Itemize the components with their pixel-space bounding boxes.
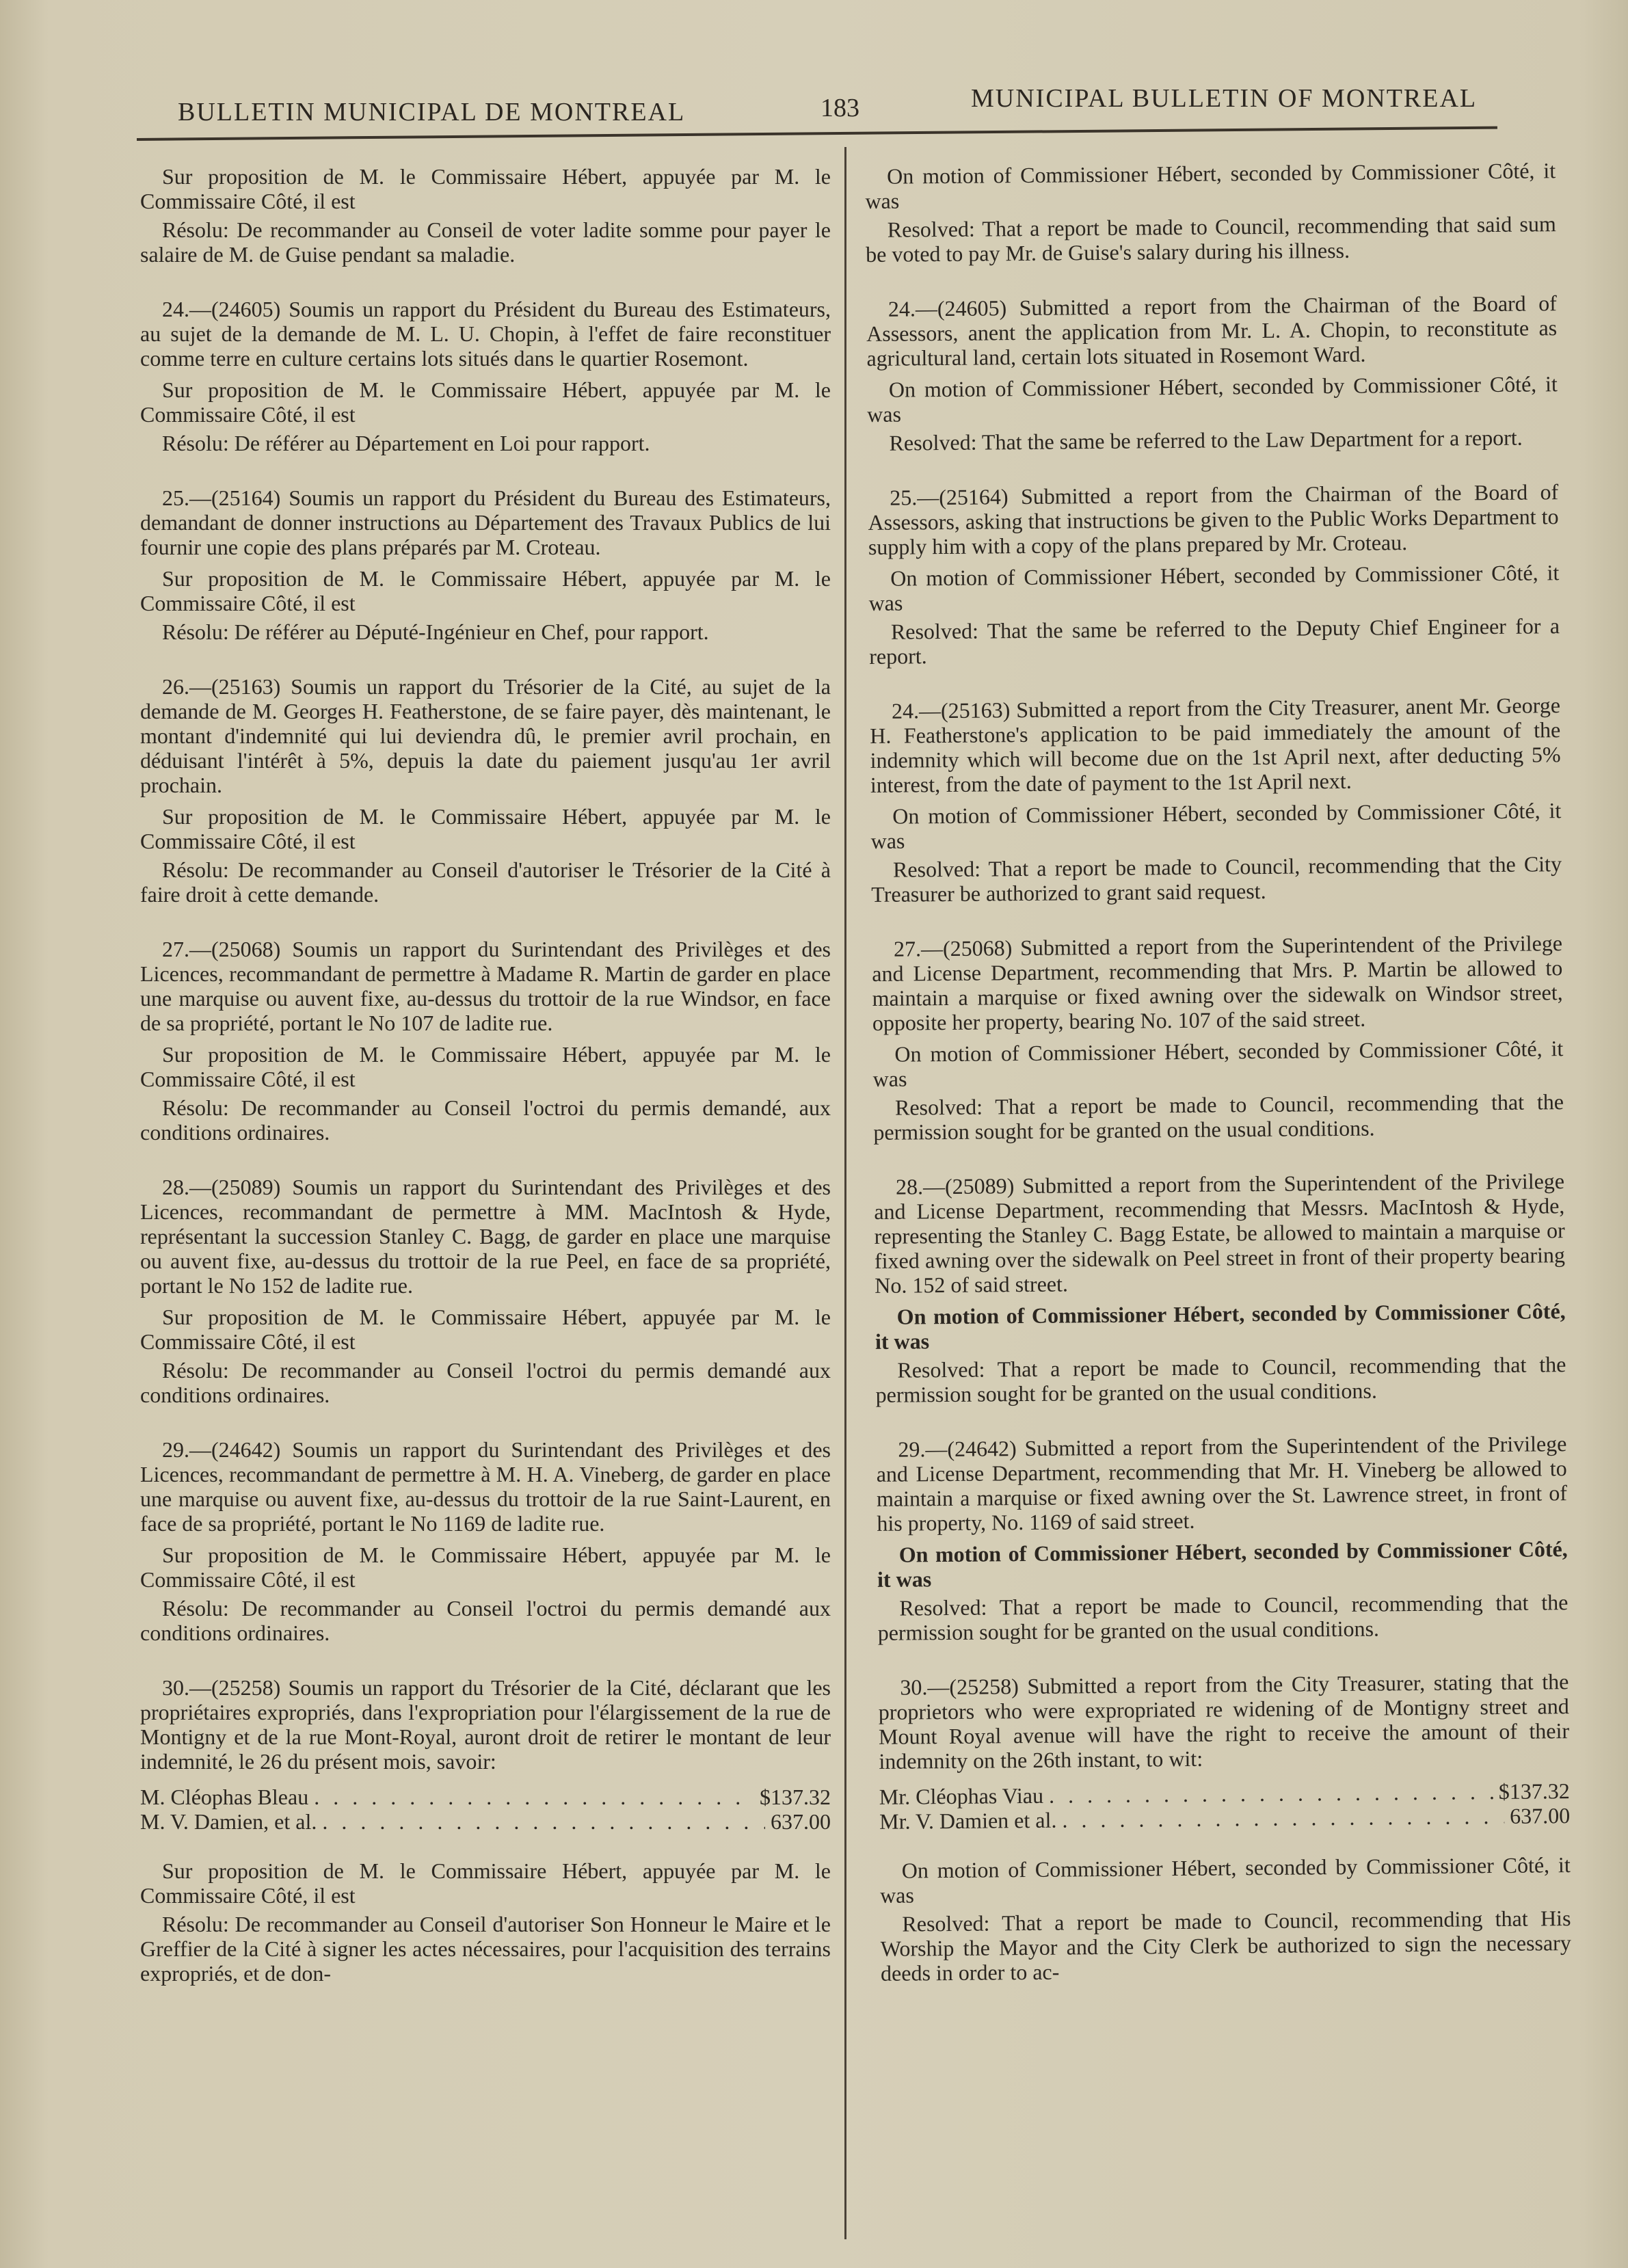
motion: Sur proposition de M. le Commissaire Hébert, appuyée par M. le Commissaire Côté, il est bbox=[140, 164, 831, 213]
indemnity-list bbox=[879, 1778, 1571, 1834]
resolution: Résolu: De recommander au Conseil d'autoriser Son Honneur le Maire et le Greffier de la Cité à signer les actes nécessaires, pour l'acquisition des terrains expropriés, et de don- bbox=[140, 1912, 831, 1986]
list-item-name: Mr. Cléophas Viau bbox=[879, 1783, 1044, 1809]
resolution: Résolu: De recommander au Conseil l'octroi du permis demandé, aux conditions ordinaires. bbox=[140, 1095, 831, 1145]
resolution: Resolved: That the same be referred to the Deputy Chief Engineer for a report. bbox=[869, 613, 1560, 669]
item-27: 27.—(25068) Soumis un rapport du Surintendant des Privilèges et des Licences, recommandant de permettre à Madame R. Martin de garder en place une marquise ou auvent fixe, au-dessus du trottoir de la rue Windsor, en face de sa propriété, portant le No 107 de ladite rue. bbox=[140, 937, 831, 1035]
list-item-amount: 637.00 bbox=[771, 1809, 831, 1834]
leader-dots bbox=[322, 1809, 765, 1834]
item-29: 29.—(24642) Soumis un rapport du Surintendant des Privilèges et des Licences, recommandant de permettre à M. H. A. Vineberg, de garder en place une marquise ou auvent fixe, au-dessus du trottoir de la rue Saint-Laurent, en face de sa propriété, portant le No 1169 de ladite rue. bbox=[140, 1437, 831, 1536]
list-item-name: M. V. Damien, et al. bbox=[140, 1809, 317, 1834]
list-item-amount: $137.32 bbox=[1498, 1778, 1570, 1804]
item-30: 30.—(25258) Submitted a report from the City Treasurer, stating that the proprietors who were expropriated re widening of de Montigny street and Mount Royal avenue will have the right to receive the amount of their indemnity on the 26th instant, to wit: bbox=[878, 1669, 1570, 1774]
header-english-title: MUNICIPAL BULLETIN OF MONTREAL bbox=[971, 84, 1478, 113]
list-item bbox=[140, 1809, 831, 1834]
item-27: 27.—(25068) Submitted a report from the Superintendent of the Privilege and License Department, recommending that Mrs. P. Martin be allowed to maintain a marquise or fixed awning over the sidewalk on Windsor street, opposite her property, bearing No. 107 of the said street. bbox=[872, 931, 1563, 1035]
item-26: 26.—(25163) Soumis un rapport du Trésorier de la Cité, au sujet de la demande de M. Georges H. Featherstone, de se faire payer, dès maintenant, le montant d'indemnité qui lui deviendra dû, le premier avril prochain, en déduisant l'intérêt à 5%, depuis la date du paiement jusqu'au 1er avril prochain. bbox=[140, 674, 831, 797]
list-item-name: Mr. V. Damien et al. bbox=[879, 1807, 1057, 1834]
resolution: Resolved: That the same be referred to the Law Department for a report. bbox=[889, 425, 1523, 455]
motion: On motion of Commissioner Hébert, seconded by Commissioner Côté, it was bbox=[868, 560, 1560, 615]
motion: Sur proposition de M. le Commissaire Hébert, appuyée par M. le Commissaire Côté, il est bbox=[140, 1305, 831, 1354]
motion: On motion of Commissioner Hébert, seconded by Commissioner Côté, it was bbox=[879, 1852, 1571, 1908]
motion: On motion of Commissioner Hébert, seconded by Commissioner Côté, it was bbox=[875, 1298, 1566, 1354]
motion: On motion of Commissioner Hébert, seconded by Commissioner Côté, it was bbox=[865, 158, 1556, 213]
page-header bbox=[137, 77, 1504, 131]
item-30: 30.—(25258) Soumis un rapport du Trésorier de la Cité, déclarant que les propriétaires expropriés, dans l'expropriation pour l'élargissement de la rue de Montigny et de la rue Mont-Royal, auront droit de retirer le montant de leur indemnité, le 26 du présent mois, savoir: bbox=[140, 1675, 831, 1774]
motion: Sur proposition de M. le Commissaire Hébert, appuyée par M. le Commissaire Côté, il est bbox=[140, 566, 831, 615]
leader-dots bbox=[314, 1785, 754, 1809]
motion: On motion of Commissioner Hébert, seconded by Commissioner Côté, it was bbox=[870, 798, 1562, 853]
motion: Sur proposition de M. le Commissaire Hébert, appuyée par M. le Commissaire Côté, il est bbox=[140, 1858, 831, 1908]
item-28: 28.—(25089) Soumis un rapport du Surintendant des Privilèges et des Licences, recommandant de permettre à MM. MacIntosh & Hyde, représentant la succession Stanley C. Bagg, de garder en place une marquise ou auvent fixe, au-dessus du trottoir de la rue Peel, en face de sa propriété, portant le No 152 de ladite rue. bbox=[140, 1175, 831, 1298]
resolution: Résolu: De recommander au Conseil de voter ladite somme pour payer le salaire de M. de Guise pendant sa maladie. bbox=[140, 217, 831, 267]
resolution: Resolved: That a report be made to Council, recommending that the permission sought for be granted on the usual conditions. bbox=[877, 1590, 1569, 1645]
motion: On motion of Commissioner Hébert, seconded by Commissioner Côté, it was bbox=[877, 1536, 1568, 1592]
motion: Sur proposition de M. le Commissaire Hébert, appuyée par M. le Commissaire Côté, il est bbox=[140, 377, 831, 427]
list-item-amount: 637.00 bbox=[1509, 1803, 1571, 1828]
motion: On motion of Commissioner Hébert, seconded by Commissioner Côté, it was bbox=[872, 1036, 1564, 1091]
motion: Sur proposition de M. le Commissaire Hébert, appuyée par M. le Commissaire Côté, il est bbox=[140, 1042, 831, 1091]
resolution: Résolu: De référer au Département en Loi pour rapport. bbox=[162, 431, 650, 455]
french-column bbox=[140, 164, 831, 1986]
page-number: 183 bbox=[820, 94, 859, 122]
item-28: 28.—(25089) Submitted a report from the Superintendent of the Privilege and License Department, recommending that Messrs. MacIntosh & Hyde, representing the Stanley C. Bagg Estate, be allowed to maintain a marquise or fixed awning over the sidewalk on Peel street in front of their property bearing No. 152 of said street. bbox=[874, 1169, 1566, 1298]
item-24: 24.—(24605) Submitted a report from the Chairman of the Board of Assessors, anent the application from Mr. L. A. Chopin, to reconstitute as agricultural land, certain lots situated in Rosemont Ward. bbox=[866, 291, 1558, 371]
resolution: Résolu: De référer au Député-Ingénieur en Chef, pour rapport. bbox=[162, 619, 709, 644]
resolution: Resolved: That a report be made to Council, recommending that the permission sought for be granted on the usual conditions. bbox=[875, 1352, 1566, 1407]
resolution: Résolu: De recommander au Conseil d'autoriser le Trésorier de la Cité à faire droit à cette demande. bbox=[140, 857, 831, 907]
column-divider bbox=[844, 147, 846, 2239]
item-24: 24.—(24605) Soumis un rapport du Président du Bureau des Estimateurs, au sujet de la demande de M. L. U. Chopin, à l'effet de faire reconstituer comme terre en culture certains lots situés dans le quartier Rosemont. bbox=[140, 297, 831, 371]
english-column bbox=[865, 158, 1571, 1986]
motion: On motion of Commissioner Hébert, seconded by Commissioner Côté, it was bbox=[867, 371, 1558, 427]
item-29: 29.—(24642) Submitted a report from the Superintendent of the Privilege and License Department, recommending that Mr. H. Vineberg be allowed to maintain a marquise or fixed awning over the St. Lawrence street, in front of his property, No. 1169 of said street. bbox=[876, 1431, 1568, 1536]
indemnity-list bbox=[140, 1785, 831, 1834]
item-25: 25.—(25164) Submitted a report from the Chairman of the Board of Assessors, asking that instructions be given to the Public Works Department to supply him with a copy of the plans prepared by Mr. Croteau. bbox=[868, 479, 1559, 559]
list-item bbox=[140, 1785, 831, 1809]
motion: Sur proposition de M. le Commissaire Hébert, appuyée par M. le Commissaire Côté, il est bbox=[140, 1543, 831, 1592]
item-26: 24.—(25163) Submitted a report from the City Treasurer, anent Mr. George H. Featherstone's application to be paid immediately the amount of the indemnity which will become due on the 1st April next, after deducting 5% interest, from the date of payment to the 1st April next. bbox=[870, 693, 1561, 797]
resolution: Résolu: De recommander au Conseil l'octroi du permis demandé aux conditions ordinaires. bbox=[140, 1358, 831, 1407]
leader-dots bbox=[1062, 1804, 1504, 1832]
resolution: Resolved: That a report be made to Council, recommending that His Worship the Mayor and the City Clerk be authorized to sign the necessary deeds in order to ac- bbox=[880, 1906, 1571, 1986]
leader-dots bbox=[1049, 1779, 1493, 1808]
item-25: 25.—(25164) Soumis un rapport du Président du Bureau des Estimateurs, demandant de donner instructions au Département des Travaux Publics de lui fournir une copie des plans préparés par M. Croteau. bbox=[140, 485, 831, 559]
header-french-title: BULLETIN MUNICIPAL DE MONTREAL bbox=[178, 98, 686, 126]
motion: Sur proposition de M. le Commissaire Hébert, appuyée par M. le Commissaire Côté, il est bbox=[140, 804, 831, 853]
resolution: Résolu: De recommander au Conseil l'octroi du permis demandé aux conditions ordinaires. bbox=[140, 1596, 831, 1645]
list-item-amount: $137.32 bbox=[760, 1785, 831, 1809]
list-item-name: M. Cléophas Bleau bbox=[140, 1785, 309, 1809]
resolution: Resolved: That a report be made to Council, recommending that the City Treasurer be authorized to grant said request. bbox=[871, 851, 1562, 907]
resolution: Resolved: That a report be made to Council, recommending that said sum be voted to pay Mr. de Guise's salary during his illness. bbox=[865, 211, 1556, 267]
resolution: Resolved: That a report be made to Council, recommending that the permission sought for be granted on the usual conditions. bbox=[873, 1089, 1564, 1145]
list-item bbox=[879, 1803, 1570, 1834]
